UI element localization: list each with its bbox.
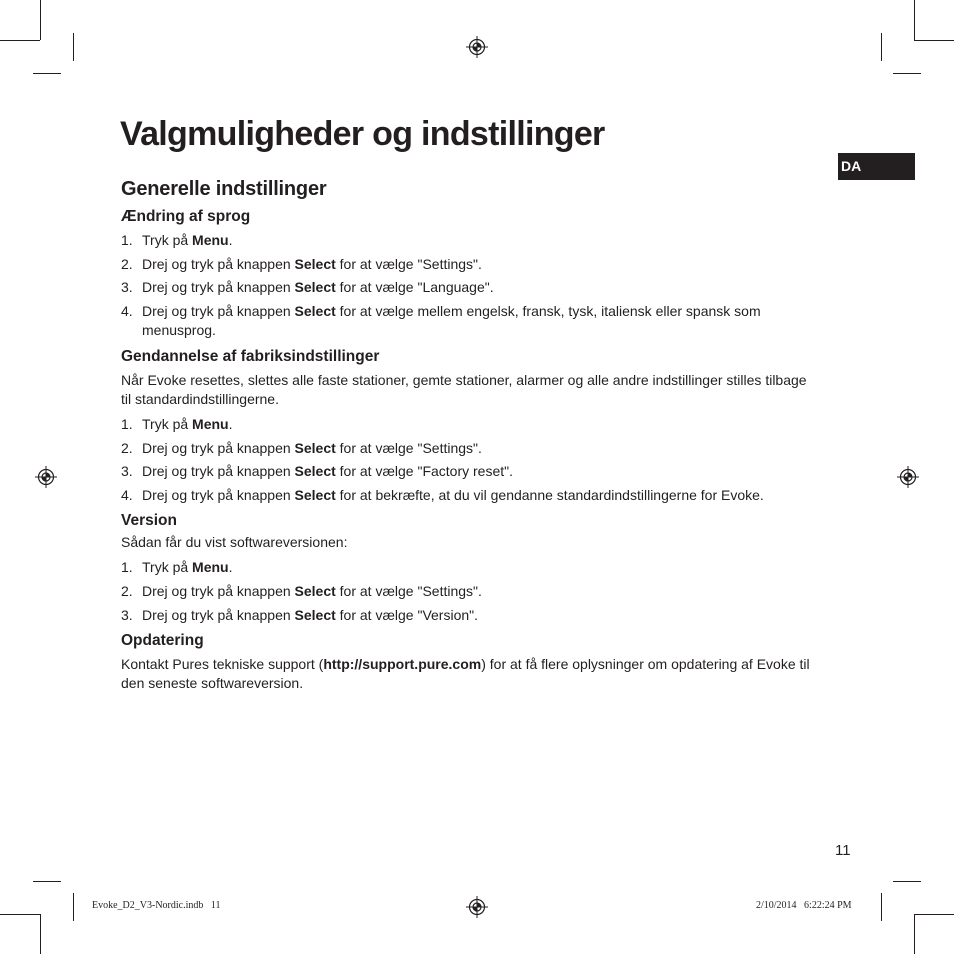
version-intro: Sådan får du vist softwareversionen: [121, 534, 348, 551]
section-title: Generelle indstillinger [121, 178, 327, 200]
list-item: 1. Tryk på Menu. [121, 232, 233, 248]
registration-mark-icon [466, 896, 488, 918]
crop-mark [893, 881, 921, 882]
crop-mark [914, 914, 954, 915]
registration-mark-icon [466, 36, 488, 58]
list-item: 2. Drej og tryk på knappen Select for at vælge "Settings". [121, 439, 482, 456]
crop-mark [0, 914, 40, 915]
update-heading: Opdatering [121, 631, 204, 649]
crop-mark [914, 914, 915, 954]
version-heading: Version [121, 512, 177, 530]
crop-mark [33, 881, 61, 882]
update-text: Kontakt Pures tekniske support (http://support.pure.com) for at få flere oplysninger om opdatering af Evoke til den seneste softwareversion. [121, 655, 810, 691]
language-tab: DA [838, 153, 915, 180]
list-item: 1. Tryk på Menu. [121, 416, 233, 433]
crop-mark [40, 0, 41, 40]
main-content [121, 176, 811, 693]
support-link[interactable]: http://support.pure.com [323, 655, 482, 672]
crop-mark [914, 0, 915, 40]
crop-mark [881, 33, 882, 61]
crop-mark [881, 893, 882, 921]
language-change-steps [121, 231, 811, 340]
list-item: 2. Drej og tryk på knappen Select for at vælge "Settings". [121, 582, 482, 599]
crop-mark [73, 893, 74, 921]
list-item: 3. Drej og tryk på knappen Select for at vælge "Language". [121, 279, 494, 296]
page-number: 11 [835, 842, 851, 859]
list-item: 2. Drej og tryk på knappen Select for at vælge "Settings". [121, 255, 482, 272]
list-item: 3. Drej og tryk på knappen Select for at vælge "Factory reset". [121, 463, 514, 480]
crop-mark [0, 40, 40, 41]
page-title: Valgmuligheder og indstillinger [120, 115, 605, 153]
crop-mark [893, 73, 921, 74]
crop-mark [40, 914, 41, 954]
list-item: 4. Drej og tryk på knappen Select for at vælge mellem engelsk, fransk, tysk, italiensk eller spansk som menusprog. [121, 303, 761, 339]
factory-reset-heading: Gendannelse af fabriksindstillinger [121, 348, 380, 366]
factory-reset-intro: Når Evoke resettes, slettes alle faste stationer, gemte stationer, alarmer og alle andre indstillinger stilles tilbage til standardindstillingerne. [121, 372, 807, 408]
language-change-heading: Ændring af sprog [121, 208, 251, 225]
registration-mark-icon [897, 466, 919, 488]
registration-mark-icon [35, 466, 57, 488]
list-item: 4. Drej og tryk på knappen Select for at bekræfte, at du vil gendanne standardindstillingerne for Evoke. [121, 487, 764, 504]
slug-file: Evoke_D2_V3-Nordic.indb 11 [92, 900, 221, 911]
version-steps [121, 558, 811, 624]
crop-mark [33, 73, 61, 74]
factory-reset-steps [121, 415, 811, 505]
list-item: 3. Drej og tryk på knappen Select for at vælge "Version". [121, 606, 479, 623]
crop-mark [914, 40, 954, 41]
list-item: 1. Tryk på Menu. [121, 559, 233, 576]
crop-mark [73, 33, 74, 61]
slug-timestamp: 2/10/2014 6:22:24 PM [756, 900, 852, 911]
